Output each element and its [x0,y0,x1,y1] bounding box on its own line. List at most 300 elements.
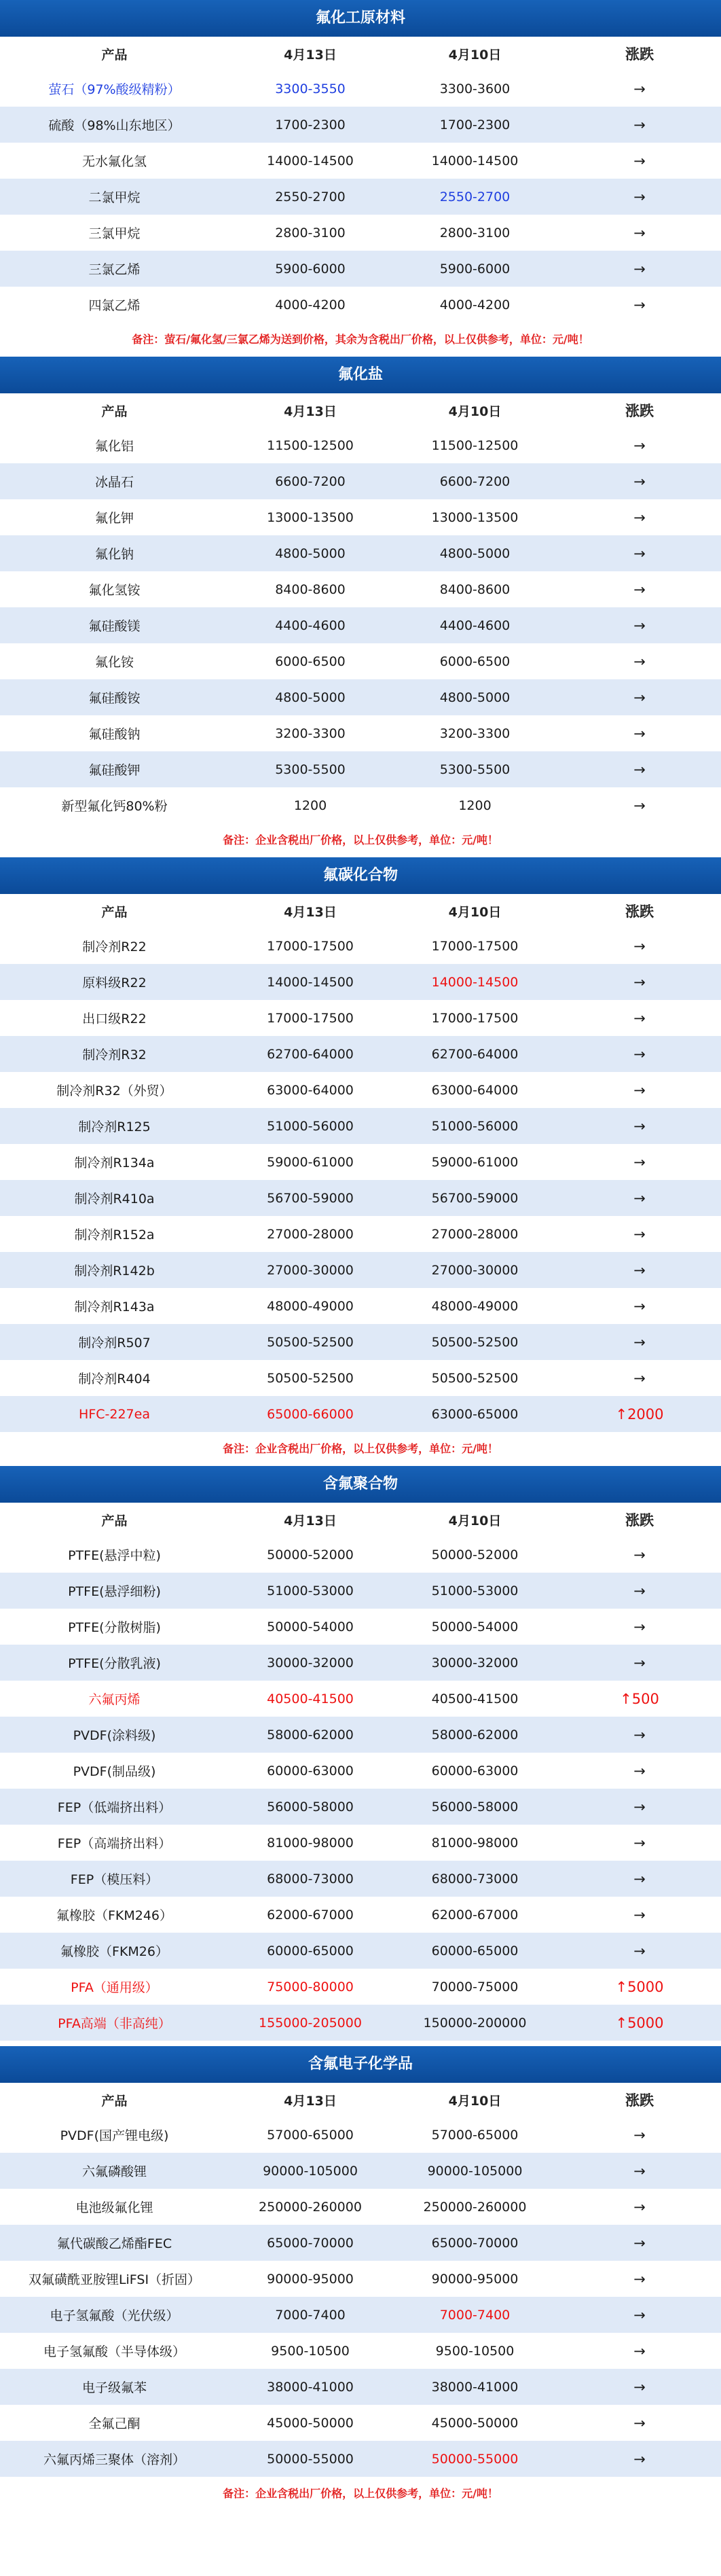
table-row [0,1252,721,1288]
change-indicator: → [633,653,646,670]
change-indicator: → [633,2414,646,2431]
column-header: 产品 [101,1513,128,1528]
table-row [0,607,721,643]
change-indicator: → [633,116,646,133]
price-apr10: 4800-5000 [439,690,511,705]
price-apr10: 48000-49000 [431,1298,519,1314]
price-apr10: 1200 [458,798,492,813]
column-header: 涨跌 [625,403,654,419]
price-apr13: 17000-17500 [267,938,354,954]
change-indicator: → [633,1045,646,1062]
table-row [0,1897,721,1933]
price-apr10: 63000-64000 [431,1082,519,1098]
column-header: 4月13日 [284,1513,337,1528]
table-row [0,1108,721,1144]
price-apr10: 3300-3600 [439,81,511,96]
price-apr10: 56700-59000 [431,1190,519,1206]
price-apr10: 50000-52000 [431,1547,519,1562]
price-apr13: 30000-32000 [267,1655,354,1670]
product-name: 制冷剂R134a [74,1156,155,1170]
price-apr10: 6600-7200 [439,473,511,489]
price-apr13: 62700-64000 [267,1046,354,1062]
change-indicator: ↑5000 [615,2014,664,2031]
table-header-row [0,393,721,427]
product-name: 电池级氟化锂 [75,2200,153,2215]
change-indicator: → [633,2450,646,2467]
table-row [0,1753,721,1789]
product-name: 六氟丙烯三聚体（溶剂） [43,2452,185,2467]
price-apr10: 40500-41500 [431,1691,519,1706]
change-indicator: → [633,224,646,241]
price-apr13: 6000-6500 [275,654,346,669]
section-note: 备注：企业含税出厂价格，以上仅供参考，单位：元/吨！ [223,834,498,846]
table-row [0,2261,721,2297]
change-indicator: → [633,1618,646,1635]
price-apr10: 9500-10500 [435,2343,515,2359]
price-apr13: 155000-205000 [259,2015,362,2031]
change-indicator: → [633,509,646,526]
price-apr13: 250000-260000 [259,2199,362,2215]
price-apr13: 65000-66000 [267,1406,354,1422]
product-name: 制冷剂R152a [74,1228,155,1242]
column-header: 4月13日 [284,2093,337,2109]
product-name: PFA高端（非高纯） [58,2016,171,2031]
product-name: 制冷剂R32 [82,1048,147,1062]
product-name: 六氟磷酸锂 [81,2164,147,2179]
price-apr13: 27000-28000 [267,1226,354,1242]
change-indicator: → [633,1298,646,1314]
table-row [0,463,721,499]
change-indicator: → [633,689,646,706]
table-row [0,1036,721,1072]
product-name: HFC-227ea [79,1406,150,1422]
column-header: 涨跌 [625,904,654,920]
price-apr13: 9500-10500 [271,2343,350,2359]
column-header: 4月13日 [284,47,337,62]
table-row [0,787,721,823]
change-indicator: → [633,581,646,598]
table-row [0,1537,721,1573]
price-apr10: 45000-50000 [431,2415,519,2431]
change-indicator: → [633,2306,646,2323]
change-indicator: → [633,260,646,277]
product-name: 制冷剂R404 [78,1372,151,1387]
product-name: 六氟丙烯 [88,1692,141,1707]
price-apr10: 1700-2300 [439,117,511,132]
product-name: 制冷剂R410a [74,1192,155,1206]
column-header: 产品 [101,404,128,419]
product-name: 氟硅酸铵 [88,691,141,706]
price-apr13: 50000-52000 [267,1547,354,1562]
change-indicator: ↑500 [620,1690,659,1707]
product-name: PFA（通用级） [71,1980,158,1995]
product-name: 冰晶石 [94,475,134,490]
change-indicator: → [633,152,646,169]
column-header: 4月10日 [448,2093,502,2109]
table-row [0,2005,721,2041]
product-name: 制冷剂R32（外贸） [56,1084,172,1098]
table-row [0,1933,721,1969]
price-apr10: 58000-62000 [431,1727,519,1742]
table-row [0,251,721,287]
table-row [0,107,721,143]
change-indicator: → [633,2270,646,2287]
price-apr13: 17000-17500 [267,1010,354,1026]
table-row [0,2297,721,2333]
change-indicator: → [633,1726,646,1743]
table-row [0,2189,721,2225]
table-row [0,751,721,787]
table-row [0,1072,721,1108]
change-indicator: → [633,2378,646,2395]
price-apr13: 2550-2700 [275,189,346,204]
product-name: 四氯乙烯 [88,298,141,313]
price-apr10: 4000-4200 [439,297,511,312]
product-name: 制冷剂R22 [82,940,147,954]
product-name: FEP（高端挤出料） [57,1836,172,1851]
section-note: 备注：企业含税出厂价格，以上仅供参考，单位：元/吨！ [223,2487,498,2500]
product-name: 制冷剂R507 [78,1336,151,1350]
price-apr13: 27000-30000 [267,1262,354,1278]
price-apr10: 17000-17500 [431,1010,519,1026]
product-name: 氟代碳酸乙烯酯FEC [56,2236,172,2251]
section-spacer [0,2041,721,2046]
change-indicator: → [633,437,646,454]
change-indicator: → [633,1189,646,1206]
product-name: 氟硅酸钠 [88,727,141,742]
column-header: 4月13日 [284,404,337,419]
price-apr10: 65000-70000 [431,2235,519,2251]
price-apr10: 5300-5500 [439,762,511,777]
change-indicator: → [633,1153,646,1170]
price-apr13: 1700-2300 [275,117,346,132]
product-name: 制冷剂R125 [78,1120,151,1134]
table-row [0,964,721,1000]
change-indicator: → [633,2162,646,2179]
change-indicator: → [633,1081,646,1098]
price-section [0,357,721,857]
product-name: 萤石（97%酸级精粉） [48,82,181,97]
change-indicator: → [633,1654,646,1671]
table-row [0,1180,721,1216]
change-indicator: → [633,2126,646,2143]
product-name: 氟化氢铵 [88,583,141,598]
change-indicator: → [633,80,646,97]
table-header-row [0,37,721,71]
change-indicator: → [633,1834,646,1851]
price-apr10: 51000-53000 [431,1583,519,1598]
price-apr13: 14000-14500 [267,153,354,168]
price-apr13: 90000-95000 [267,2271,354,2287]
price-apr13: 45000-50000 [267,2415,354,2431]
price-apr10: 90000-95000 [431,2271,519,2287]
section-title: 氟化工原材料 [0,0,721,37]
table-row [0,715,721,751]
price-apr10: 2550-2700 [439,189,511,204]
section-title: 含氟聚合物 [0,1466,721,1503]
table-row [0,71,721,107]
price-apr13: 51000-56000 [267,1118,354,1134]
price-apr13: 50500-52500 [267,1370,354,1386]
change-indicator: → [633,2198,646,2215]
price-apr10: 60000-63000 [431,1763,519,1778]
price-apr13: 50000-54000 [267,1619,354,1634]
price-apr10: 150000-200000 [423,2015,527,2031]
price-apr13: 59000-61000 [267,1154,354,1170]
price-apr10: 3200-3300 [439,726,511,741]
change-indicator: → [633,1798,646,1815]
product-name: 电子氢氟酸（光伏级） [50,2308,179,2323]
price-apr10: 14000-14500 [431,974,519,990]
change-indicator: → [633,1870,646,1887]
price-apr10: 8400-8600 [439,582,511,597]
table-row [0,2369,721,2405]
table-row [0,215,721,251]
price-apr10: 62700-64000 [431,1046,519,1062]
change-indicator: → [633,1334,646,1350]
table-row [0,2225,721,2261]
table-row [0,287,721,323]
price-apr13: 57000-65000 [267,2127,354,2143]
price-apr13: 48000-49000 [267,1298,354,1314]
price-apr10: 250000-260000 [423,2199,527,2215]
table-row [0,1645,721,1681]
product-name: 氟橡胶（FKM246） [56,1908,173,1923]
price-apr13: 4000-4200 [275,297,346,312]
price-apr10: 7000-7400 [439,2307,511,2323]
table-row [0,1969,721,2005]
price-apr10: 81000-98000 [431,1835,519,1850]
product-name: 氟硅酸钾 [88,763,141,778]
price-apr13: 58000-62000 [267,1727,354,1742]
table-row [0,2153,721,2189]
table-row [0,1789,721,1825]
price-apr10: 13000-13500 [431,509,519,525]
price-apr13: 8400-8600 [275,582,346,597]
section-title: 含氟电子化学品 [0,2046,721,2083]
product-name: PTFE(分散树脂) [68,1620,161,1635]
price-apr13: 4400-4600 [275,618,346,633]
price-apr13: 56000-58000 [267,1799,354,1814]
column-header: 产品 [101,47,128,62]
table-row [0,1216,721,1252]
table-row [0,1609,721,1645]
change-indicator: → [633,1546,646,1563]
change-indicator: → [633,973,646,990]
product-name: 原料级R22 [82,976,147,990]
product-name: 双氟磺酰亚胺锂LiFSI（折固） [28,2272,201,2287]
price-apr13: 6600-7200 [275,473,346,489]
price-apr10: 50000-54000 [431,1619,519,1634]
column-header: 涨跌 [625,46,654,62]
table-header-row [0,894,721,928]
table-row [0,1861,721,1897]
price-apr13: 4800-5000 [275,545,346,561]
price-apr13: 1200 [293,798,327,813]
table-row [0,535,721,571]
product-name: 二氯甲烷 [88,190,141,205]
price-apr10: 60000-65000 [431,1943,519,1958]
price-apr10: 2800-3100 [439,225,511,240]
table-row [0,1681,721,1717]
price-apr10: 62000-67000 [431,1907,519,1922]
column-header: 4月10日 [448,404,502,419]
price-apr13: 81000-98000 [267,1835,354,1850]
table-row [0,679,721,715]
table-row [0,1717,721,1753]
price-apr10: 70000-75000 [431,1979,519,1994]
price-apr13: 60000-63000 [267,1763,354,1778]
price-section [0,1466,721,2046]
price-apr10: 17000-17500 [431,938,519,954]
product-name: 氟化钠 [94,547,134,562]
price-apr10: 90000-105000 [427,2163,523,2179]
price-apr13: 62000-67000 [267,1907,354,1922]
product-name: 无水氟化氢 [81,154,147,169]
price-apr10: 27000-30000 [431,1262,519,1278]
table-row [0,1000,721,1036]
change-indicator: → [633,1262,646,1278]
product-name: 制冷剂R142b [74,1264,155,1278]
change-indicator: → [633,1226,646,1242]
price-apr10: 4400-4600 [439,618,511,633]
price-apr10: 38000-41000 [431,2379,519,2395]
product-name: 氟化铝 [94,439,134,454]
column-header: 产品 [101,2093,128,2109]
price-section [0,857,721,1466]
price-apr10: 57000-65000 [431,2127,519,2143]
price-apr13: 5900-6000 [275,261,346,276]
price-apr13: 90000-105000 [263,2163,358,2179]
table-row [0,1396,721,1432]
column-header: 产品 [101,904,128,920]
price-apr13: 4800-5000 [275,690,346,705]
price-apr13: 50000-55000 [267,2451,354,2467]
product-name: 电子氢氟酸（半导体级） [43,2344,185,2359]
table-row [0,1573,721,1609]
product-name: 氟硅酸镁 [88,619,141,634]
table-row [0,427,721,463]
price-apr13: 56700-59000 [267,1190,354,1206]
product-name: 氟橡胶（FKM26） [60,1944,168,1959]
column-header: 涨跌 [625,1512,654,1528]
table-row [0,2117,721,2153]
price-apr13: 50500-52500 [267,1334,354,1350]
price-apr10: 4800-5000 [439,545,511,561]
section-note: 备注：企业含税出厂价格，以上仅供参考，单位：元/吨！ [223,1442,498,1455]
table-row [0,179,721,215]
change-indicator: → [633,1906,646,1923]
price-apr10: 5900-6000 [439,261,511,276]
product-name: 三氯甲烷 [88,226,141,241]
change-indicator: → [633,2342,646,2359]
price-apr10: 56000-58000 [431,1799,519,1814]
change-indicator: → [633,1117,646,1134]
change-indicator: → [633,1009,646,1026]
table-row [0,643,721,679]
change-indicator: → [633,545,646,562]
change-indicator: → [633,1942,646,1959]
price-apr10: 50000-55000 [431,2451,519,2467]
change-indicator: → [633,188,646,205]
product-name: PVDF(国产锂电级) [60,2128,169,2143]
product-name: 制冷剂R143a [74,1300,155,1314]
price-apr13: 38000-41000 [267,2379,354,2395]
price-apr13: 3300-3550 [275,81,346,96]
price-apr13: 75000-80000 [267,1979,354,1994]
table-row [0,1288,721,1324]
price-apr10: 50500-52500 [431,1334,519,1350]
product-name: FEP（模压料） [70,1872,159,1887]
price-section [0,0,721,357]
product-name: PTFE(悬浮细粉) [68,1584,161,1599]
table-row [0,928,721,964]
price-apr13: 5300-5500 [275,762,346,777]
section-title: 氟化盐 [0,357,721,393]
change-indicator: → [633,1762,646,1779]
table-row [0,1324,721,1360]
change-indicator: → [633,473,646,490]
table-header-row [0,1503,721,1537]
change-indicator: → [633,761,646,778]
price-apr13: 51000-53000 [267,1583,354,1598]
price-apr13: 60000-65000 [267,1943,354,1958]
price-section [0,2046,721,2511]
table-row [0,1144,721,1180]
price-apr13: 65000-70000 [267,2235,354,2251]
change-indicator: → [633,725,646,742]
product-name: 三氯乙烯 [88,262,141,277]
table-row [0,1825,721,1861]
column-header: 涨跌 [625,2092,654,2109]
table-row [0,2333,721,2369]
column-header: 4月10日 [448,904,502,920]
change-indicator: ↑5000 [615,1978,664,1995]
product-name: FEP（低端挤出料） [57,1800,172,1815]
price-apr10: 59000-61000 [431,1154,519,1170]
product-name: 氟化钾 [94,511,134,526]
table-row [0,2441,721,2477]
price-apr10: 6000-6500 [439,654,511,669]
column-header: 4月10日 [448,1513,502,1528]
price-apr13: 11500-12500 [267,437,354,453]
change-indicator: → [633,296,646,313]
column-header: 4月10日 [448,47,502,62]
price-apr10: 50500-52500 [431,1370,519,1386]
product-name: 氟化铵 [94,655,134,670]
product-name: PVDF(制品级) [73,1764,156,1779]
price-apr13: 68000-73000 [267,1871,354,1886]
table-row [0,2405,721,2441]
product-name: PTFE(分散乳液) [68,1656,161,1671]
table-row [0,143,721,179]
table-row [0,571,721,607]
change-indicator: → [633,2234,646,2251]
price-apr10: 27000-28000 [431,1226,519,1242]
change-indicator: → [633,797,646,814]
price-apr13: 40500-41500 [267,1691,354,1706]
table-row [0,1360,721,1396]
product-name: 全氟己酮 [88,2416,141,2431]
change-indicator: → [633,1370,646,1387]
price-apr13: 63000-64000 [267,1082,354,1098]
product-name: PVDF(涂料级) [73,1728,156,1743]
price-apr10: 63000-65000 [431,1406,519,1422]
price-apr10: 11500-12500 [431,437,519,453]
table-row [0,499,721,535]
price-apr13: 3200-3300 [275,726,346,741]
column-header: 4月13日 [284,904,337,920]
